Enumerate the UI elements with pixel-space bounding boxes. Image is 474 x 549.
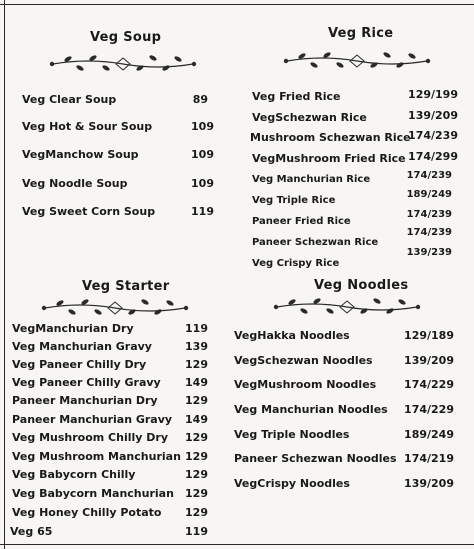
veg-starter-title: Veg Starter [82,279,170,294]
left-border [4,0,5,549]
menu-item-price: 139 [185,340,208,353]
menu-item-name: VegMushroom Noodles [234,378,377,391]
menu-item-price: 109 [191,148,214,161]
menu-item-price: 174/239 [406,209,452,220]
menu-item-name: Veg Fried Rice [252,90,341,103]
menu-item-price: 139/239 [406,247,452,258]
menu-item-price: 174/239 [406,227,452,238]
veg-noodles-flourish-ornament [272,297,422,317]
menu-item-name: VegManchurian Dry [12,322,134,335]
menu-item-name: Veg Honey Chilly Potato [12,506,162,519]
menu-item-price: 174/229 [404,378,454,391]
menu-item-name: Veg Manchurian Noodles [234,403,388,416]
menu-item-price: 174/219 [404,452,454,465]
top-border [0,4,474,5]
menu-item-price: 129 [185,506,208,519]
menu-item-price: 129/199 [408,88,458,101]
menu-item-name: VegCrispy Noodles [234,477,350,490]
menu-item-price: 129/189 [404,329,454,342]
veg-rice-title: Veg Rice [328,26,394,41]
menu-item-price: 129 [185,358,208,371]
menu-item-price: 129 [185,450,208,463]
menu-item-name: Paneer Fried Rice [252,216,351,227]
menu-item-price: 89 [192,93,208,106]
menu-item-name: Veg Sweet Corn Soup [22,205,156,218]
menu-item-name: VegHakka Noodles [234,329,350,342]
veg-soup-flourish-ornament [48,54,198,74]
menu-item-price: 174/239 [408,129,458,142]
menu-item-price: 109 [191,120,214,133]
menu-item-name: Mushroom Schezwan Rice [250,131,411,144]
menu-item-price: 119 [191,205,214,218]
menu-item-price: 189/249 [404,428,454,441]
menu-item-name: VegManchow Soup [22,148,139,161]
menu-item-price: 139/209 [404,477,454,490]
menu-item-price: 139/209 [404,354,454,367]
menu-item-price: 129 [185,394,208,407]
menu-item-price: 174/299 [408,150,458,163]
menu-item-name: Veg Hot & Sour Soup [22,120,153,133]
veg-soup-title: Veg Soup [90,30,162,45]
menu-item-price: 139/209 [408,109,458,122]
menu-item-name: Veg Babycorn Chilly [12,468,136,481]
menu-item-name: VegSchezwan Noodles [234,354,373,367]
menu-item-name: Paneer Manchurian Gravy [12,413,173,426]
veg-rice-flourish-ornament [282,51,432,71]
menu-item-price: 119 [185,525,208,538]
menu-item-name: Veg Noodle Soup [22,177,128,190]
menu-item-price: 174/229 [404,403,454,416]
menu-item-name: Veg Mushroom Chilly Dry [12,431,169,444]
menu-item-name: Veg Paneer Chilly Gravy [12,376,161,389]
menu-item-name: Veg Mushroom Manchurian [12,450,181,463]
menu-item-name: Veg Crispy Rice [252,258,340,269]
menu-item-name: Veg Triple Rice [252,195,336,206]
menu-item-name: VegSchezwan Rice [252,111,367,124]
menu-item-name: Paneer Schezwan Rice [252,237,379,248]
menu-item-name: Paneer Schezwan Noodles [234,452,397,465]
veg-noodles-title: Veg Noodles [314,278,409,293]
menu-item-price: 174/239 [406,170,452,181]
menu-item-price: 129 [185,487,208,500]
menu-item-name: Veg Manchurian Gravy [12,340,152,353]
menu-item-price: 189/249 [406,189,452,200]
menu-item-price: 129 [185,468,208,481]
menu-item-name: VegMushroom Fried Rice [252,152,406,165]
menu-item-price: 119 [185,322,208,335]
veg-starter-flourish-ornament [40,298,190,318]
menu-item-name: Veg Paneer Chilly Dry [12,358,147,371]
menu-item-name: Veg 65 [10,525,53,538]
menu-item-name: Veg Clear Soup [22,93,117,106]
menu-item-price: 109 [191,177,214,190]
menu-item-name: Veg Triple Noodles [234,428,350,441]
menu-item-price: 129 [185,431,208,444]
menu-item-price: 149 [185,413,208,426]
menu-item-name: Veg Babycorn Manchurian [12,487,174,500]
menu-item-name: Veg Manchurian Rice [252,174,371,185]
menu-item-name: Paneer Manchurian Dry [12,394,158,407]
menu-item-price: 149 [185,376,208,389]
bottom-border [0,544,474,545]
